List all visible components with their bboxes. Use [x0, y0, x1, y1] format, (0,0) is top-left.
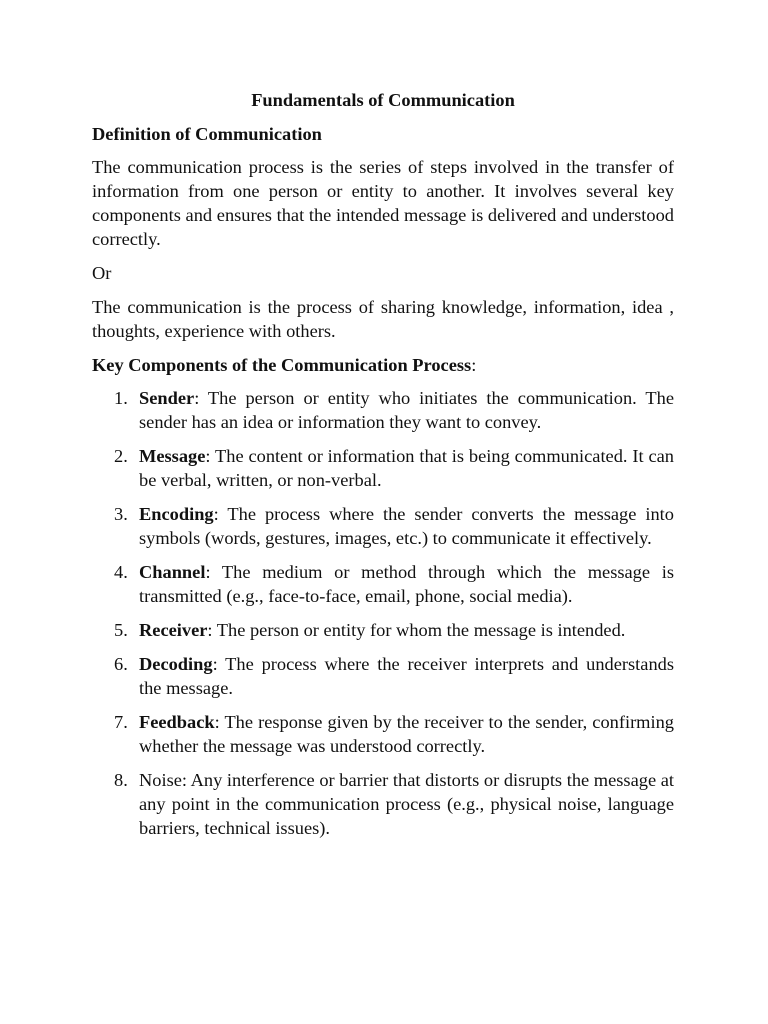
list-item: [92, 560, 674, 608]
list-item-description: The content or information that is being communicated. It can be verbal, written, or non-verbal.: [139, 446, 674, 490]
list-item-separator: :: [213, 504, 219, 524]
list-item-separator: :: [194, 388, 200, 408]
document-page: [92, 88, 674, 850]
document-title: Fundamentals of Communication: [251, 90, 515, 110]
definition-heading: Definition of Communication: [92, 124, 322, 144]
list-item-description: The process where the receiver interprets and understands the message.: [139, 654, 674, 698]
key-components-heading-text: Key Components of the Communication Process: [92, 355, 472, 375]
list-item-term: Encoding: [139, 504, 214, 524]
list-item-number: 3.: [114, 504, 128, 524]
list-item-number: 5.: [114, 620, 128, 640]
list-item-number: 1.: [114, 388, 128, 408]
list-item-number: 6.: [114, 654, 128, 674]
list-item-description: Noise: Any interference or barrier that distorts or disrupts the message at any point in the communication process (e.g., physical noise, language barriers, technical issues).: [139, 770, 674, 838]
list-item-description: The person or entity for whom the message is intended.: [212, 620, 626, 640]
or-text: Or: [92, 263, 112, 283]
list-item-term: Message: [139, 446, 206, 466]
list-item-term: Channel: [139, 562, 206, 582]
list-item-separator: :: [205, 562, 211, 582]
list-item-term: Feedback: [139, 712, 215, 732]
list-item: [92, 710, 674, 758]
alt-definition-paragraph: The communication is the process of sharing knowledge, information, idea , thoughts, experience with others.: [92, 297, 674, 341]
list-item-description: The medium or method through which the message is transmitted (e.g., face-to-face, email, phone, social media).: [139, 562, 674, 606]
list-item-term: Decoding: [139, 654, 213, 674]
list-item-number: 7.: [114, 712, 128, 732]
list-item-separator: :: [205, 446, 211, 466]
list-item-number: 4.: [114, 562, 128, 582]
list-item: [92, 768, 674, 840]
list-item: [92, 502, 674, 550]
list-item-separator: :: [207, 620, 213, 640]
key-components-heading-colon: :: [471, 355, 477, 375]
list-item: [92, 386, 674, 434]
key-components-heading: [92, 353, 674, 377]
list-item-description: The response given by the receiver to the sender, confirming whether the message was understood correctly.: [139, 712, 674, 756]
list-item: [92, 444, 674, 492]
list-item-term: Sender: [139, 388, 195, 408]
list-item-separator: :: [212, 654, 218, 674]
list-item-number: 8.: [114, 770, 128, 790]
components-list: [92, 386, 674, 840]
list-item-description: The person or entity who initiates the communication. The sender has an idea or information they want to convey.: [139, 388, 674, 432]
list-item-separator: :: [214, 712, 220, 732]
list-item-description: The process where the sender converts the message into symbols (words, gestures, images, etc.) to communicate it effectively.: [139, 504, 674, 548]
list-item: [92, 618, 674, 642]
definition-paragraph: The communication process is the series of steps involved in the transfer of information from one person or entity to another. It involves several key components and ensures that the intended message is delivered and understood correctly.: [92, 157, 674, 249]
list-item-number: 2.: [114, 446, 128, 466]
list-item-term: Receiver: [139, 620, 208, 640]
list-item: [92, 652, 674, 700]
